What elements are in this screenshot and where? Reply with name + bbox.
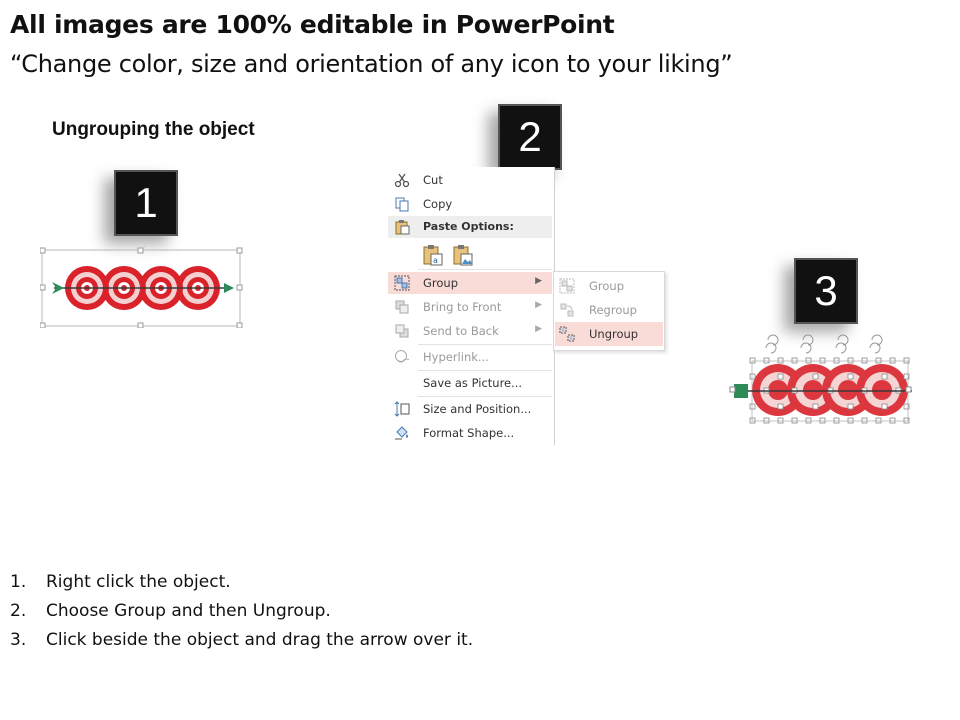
grouped-targets-object[interactable] [40, 246, 246, 328]
paint-bucket-icon [394, 425, 410, 441]
menu-item-cut[interactable] [388, 169, 552, 191]
copy-icon [394, 196, 410, 212]
menu-item-group[interactable] [388, 272, 552, 294]
instructions-list [10, 568, 473, 655]
section-heading: Ungrouping the object [52, 119, 255, 140]
menu-item-copy[interactable] [388, 193, 552, 215]
menu-item-hyperlink[interactable] [388, 346, 552, 368]
context-menu [388, 167, 555, 445]
menu-separator [418, 370, 552, 371]
menu-item-group-label: Group [423, 276, 459, 290]
menu-separator [418, 396, 552, 397]
menu-item-save-as-picture[interactable] [388, 372, 552, 394]
menu-item-size-and-position-label: Size and Position... [423, 402, 532, 416]
menu-item-format-shape[interactable] [388, 422, 552, 444]
paste-keep-formatting-icon[interactable] [422, 244, 444, 266]
menu-item-send-to-back[interactable] [388, 320, 552, 342]
submenu-arrow-icon: ▶ [535, 324, 542, 334]
menu-item-format-shape-label: Format Shape... [423, 426, 515, 440]
instruction-text: Right click the object. [46, 572, 231, 592]
svg-text:a: a [433, 256, 438, 265]
instruction-text: Click beside the object and drag the arrow over it. [46, 630, 474, 650]
menu-item-bring-to-front-label: Bring to Front [423, 300, 502, 314]
submenu-item-regroup[interactable] [555, 298, 663, 322]
targets-graphic [40, 246, 246, 328]
submenu-ungroup-label: Ungroup [589, 327, 639, 341]
menu-item-save-as-picture-label: Save as Picture... [423, 376, 523, 390]
menu-separator [418, 344, 552, 345]
menu-item-hyperlink-label: Hyperlink... [423, 350, 489, 364]
instruction-item [10, 597, 473, 626]
ungroup-icon [559, 326, 575, 342]
submenu-group-label: Group [589, 279, 625, 293]
group-submenu [553, 271, 665, 351]
instruction-number: 2. [10, 601, 27, 621]
menu-item-bring-to-front[interactable] [388, 296, 552, 318]
instruction-item [10, 626, 473, 655]
menu-item-size-and-position[interactable] [388, 398, 552, 420]
ungrouped-targets-graphic [728, 334, 914, 426]
submenu-arrow-icon: ▶ [535, 276, 542, 286]
step-2-badge: 2 [498, 104, 562, 170]
size-position-icon [394, 401, 410, 417]
ungrouped-targets-object[interactable] [728, 334, 914, 426]
submenu-regroup-label: Regroup [589, 303, 637, 317]
send-to-back-icon [394, 323, 410, 339]
paste-options-header [388, 216, 552, 238]
instruction-number: 3. [10, 630, 27, 650]
paste-options-label: Paste Options: [423, 220, 514, 233]
slide-title: All images are 100% editable in PowerPoint [10, 10, 615, 39]
submenu-item-ungroup[interactable] [555, 322, 663, 346]
arrow-fletching [734, 384, 748, 398]
submenu-arrow-icon: ▶ [535, 300, 542, 310]
menu-item-copy-label: Copy [423, 197, 453, 211]
submenu-item-group[interactable] [555, 274, 663, 298]
group-icon [559, 278, 575, 294]
menu-separator [418, 269, 552, 270]
clipboard-icon [394, 219, 410, 235]
step-1-badge: 1 [114, 170, 178, 236]
bring-to-front-icon [394, 299, 410, 315]
instruction-item [10, 568, 473, 597]
hyperlink-icon [394, 349, 410, 365]
instruction-number: 1. [10, 572, 27, 592]
menu-item-send-to-back-label: Send to Back [423, 324, 499, 338]
slide-subtitle: “Change color, size and orientation of any icon to your liking” [10, 50, 733, 78]
menu-item-cut-label: Cut [423, 173, 443, 187]
group-icon [394, 275, 410, 291]
step-3-badge: 3 [794, 258, 858, 324]
instruction-text: Choose Group and then Ungroup. [46, 601, 331, 621]
scissors-icon [394, 172, 410, 188]
regroup-icon [559, 302, 575, 318]
paste-as-picture-icon[interactable] [452, 244, 474, 266]
arrow-fletching [52, 282, 64, 294]
arrow-head [224, 283, 234, 293]
